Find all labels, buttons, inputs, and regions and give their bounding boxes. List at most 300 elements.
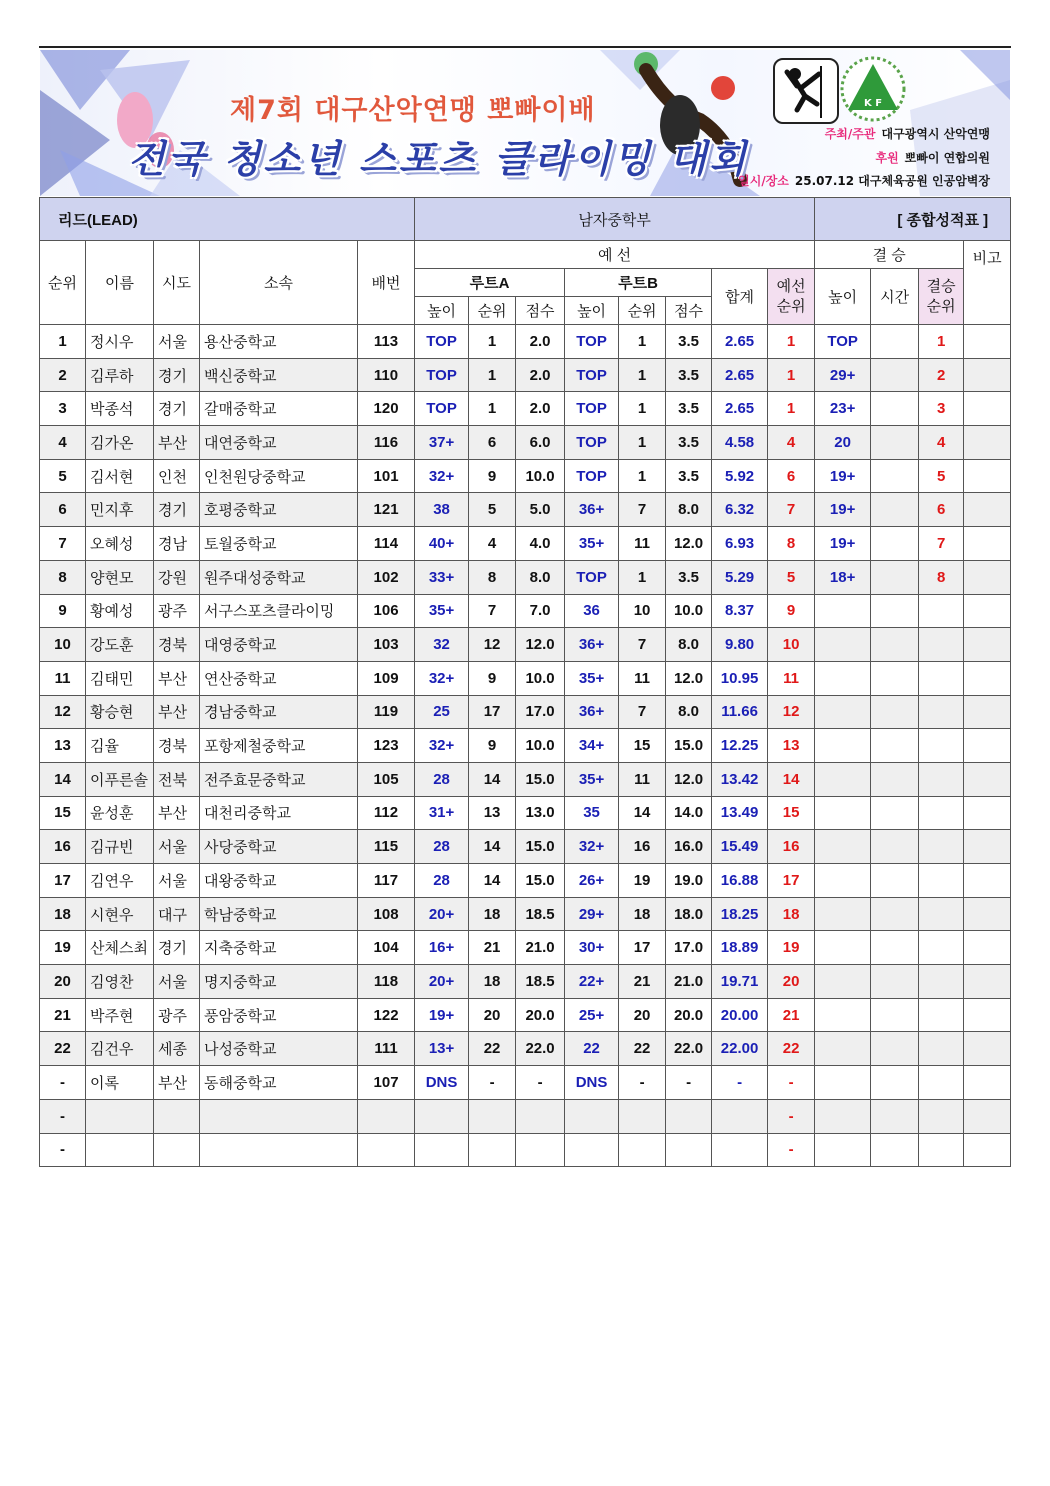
time-cell bbox=[871, 1133, 919, 1167]
route-a-height-cell: 32+ bbox=[415, 459, 469, 493]
name-cell: 박주현 bbox=[86, 998, 154, 1032]
bib-cell: 111 bbox=[358, 1032, 415, 1066]
final-height-cell: 23+ bbox=[815, 392, 871, 426]
table-row bbox=[40, 965, 1011, 999]
name-cell: 오혜성 bbox=[86, 527, 154, 561]
qual-rank-cell: 9 bbox=[768, 594, 815, 628]
time-cell bbox=[871, 864, 919, 898]
total-cell: 20.00 bbox=[712, 998, 768, 1032]
qual-rank-cell: 11 bbox=[768, 661, 815, 695]
header-b-score: 점수 bbox=[666, 297, 712, 325]
time-cell bbox=[871, 729, 919, 763]
route-a-score-cell: 15.0 bbox=[516, 762, 565, 796]
route-b-rank-cell bbox=[619, 1133, 666, 1167]
route-b-score-cell: 8.0 bbox=[666, 628, 712, 662]
final-height-cell bbox=[815, 628, 871, 662]
route-b-score-cell: 14.0 bbox=[666, 796, 712, 830]
route-b-height-cell: 35 bbox=[565, 796, 619, 830]
rank-cell: 6 bbox=[40, 493, 86, 527]
qual-rank-cell: 1 bbox=[768, 358, 815, 392]
route-b-rank-cell: 14 bbox=[619, 796, 666, 830]
time-cell bbox=[871, 459, 919, 493]
city-cell: 전북 bbox=[154, 762, 200, 796]
route-a-rank-cell bbox=[469, 1133, 516, 1167]
table-row bbox=[40, 897, 1011, 931]
time-cell bbox=[871, 695, 919, 729]
date-label: 일시/장소 bbox=[738, 174, 789, 188]
table-row bbox=[40, 459, 1011, 493]
note-cell bbox=[964, 493, 1011, 527]
header-note: 비고 bbox=[964, 241, 1011, 325]
table-row bbox=[40, 628, 1011, 662]
route-a-rank-cell: 9 bbox=[469, 459, 516, 493]
route-a-score-cell: 18.5 bbox=[516, 965, 565, 999]
rank-cell: 2 bbox=[40, 358, 86, 392]
name-cell: 김루하 bbox=[86, 358, 154, 392]
rank-cell: 13 bbox=[40, 729, 86, 763]
school-cell: 호평중학교 bbox=[200, 493, 358, 527]
route-a-score-cell: 10.0 bbox=[516, 661, 565, 695]
route-a-height-cell: 37+ bbox=[415, 426, 469, 460]
route-b-score-cell: 10.0 bbox=[666, 594, 712, 628]
route-b-height-cell: TOP bbox=[565, 459, 619, 493]
route-b-score-cell: 19.0 bbox=[666, 864, 712, 898]
route-b-rank-cell: 7 bbox=[619, 493, 666, 527]
bib-cell: 122 bbox=[358, 998, 415, 1032]
route-a-rank-cell: 21 bbox=[469, 931, 516, 965]
total-cell: 2.65 bbox=[712, 325, 768, 359]
header-bib: 배번 bbox=[358, 241, 415, 325]
final-height-cell bbox=[815, 1133, 871, 1167]
final-rank-cell bbox=[919, 931, 964, 965]
note-cell bbox=[964, 1032, 1011, 1066]
route-b-height-cell: 36+ bbox=[565, 493, 619, 527]
city-cell bbox=[154, 1099, 200, 1133]
bib-cell: 121 bbox=[358, 493, 415, 527]
total-cell: 13.42 bbox=[712, 762, 768, 796]
total-cell: 18.25 bbox=[712, 897, 768, 931]
route-a-height-cell: TOP bbox=[415, 358, 469, 392]
table-row bbox=[40, 426, 1011, 460]
rank-cell: - bbox=[40, 1099, 86, 1133]
header-row-1 bbox=[40, 241, 1011, 269]
final-height-cell: 19+ bbox=[815, 527, 871, 561]
final-rank-cell: 4 bbox=[919, 426, 964, 460]
final-height-cell bbox=[815, 931, 871, 965]
total-cell: 11.66 bbox=[712, 695, 768, 729]
bib-cell: 120 bbox=[358, 392, 415, 426]
route-b-height-cell: DNS bbox=[565, 1066, 619, 1100]
banner-title-line2: 전국 청소년 스포츠 클라이밍 대회 bbox=[128, 137, 749, 181]
total-cell: 13.49 bbox=[712, 796, 768, 830]
qual-rank-cell: 13 bbox=[768, 729, 815, 763]
route-b-rank-cell: 10 bbox=[619, 594, 666, 628]
final-height-cell bbox=[815, 729, 871, 763]
bib-cell: 117 bbox=[358, 864, 415, 898]
route-a-score-cell: 2.0 bbox=[516, 325, 565, 359]
name-cell: 김태민 bbox=[86, 661, 154, 695]
time-cell bbox=[871, 796, 919, 830]
final-height-cell: 29+ bbox=[815, 358, 871, 392]
route-a-rank-cell: 14 bbox=[469, 762, 516, 796]
rank-cell: 1 bbox=[40, 325, 86, 359]
route-a-score-cell: 12.0 bbox=[516, 628, 565, 662]
climber-logo bbox=[773, 58, 839, 124]
route-b-height-cell: 30+ bbox=[565, 931, 619, 965]
name-cell: 시현우 bbox=[86, 897, 154, 931]
qual-rank-cell: - bbox=[768, 1133, 815, 1167]
route-a-score-cell bbox=[516, 1099, 565, 1133]
route-a-score-cell: 15.0 bbox=[516, 830, 565, 864]
route-a-rank-cell: 20 bbox=[469, 998, 516, 1032]
final-height-cell bbox=[815, 897, 871, 931]
bib-cell: 103 bbox=[358, 628, 415, 662]
bib-cell: 115 bbox=[358, 830, 415, 864]
city-cell: 서울 bbox=[154, 965, 200, 999]
note-cell bbox=[964, 459, 1011, 493]
qual-rank-cell: 1 bbox=[768, 325, 815, 359]
rank-cell: 22 bbox=[40, 1032, 86, 1066]
total-cell: 10.95 bbox=[712, 661, 768, 695]
final-height-cell bbox=[815, 762, 871, 796]
time-cell bbox=[871, 1032, 919, 1066]
name-cell: 양현모 bbox=[86, 560, 154, 594]
bib-cell: 107 bbox=[358, 1066, 415, 1100]
city-cell: 부산 bbox=[154, 796, 200, 830]
bib-cell: 119 bbox=[358, 695, 415, 729]
final-rank-cell: 7 bbox=[919, 527, 964, 561]
qual-rank-cell: - bbox=[768, 1066, 815, 1100]
route-b-score-cell bbox=[666, 1133, 712, 1167]
final-rank-cell bbox=[919, 729, 964, 763]
note-cell bbox=[964, 325, 1011, 359]
qual-rank-cell: 1 bbox=[768, 392, 815, 426]
route-a-score-cell: 5.0 bbox=[516, 493, 565, 527]
route-a-height-cell bbox=[415, 1099, 469, 1133]
sponsor-info bbox=[875, 149, 990, 166]
route-a-score-cell: 2.0 bbox=[516, 392, 565, 426]
route-b-rank-cell: - bbox=[619, 1066, 666, 1100]
rank-cell: - bbox=[40, 1133, 86, 1167]
total-cell: 22.00 bbox=[712, 1032, 768, 1066]
bib-cell: 106 bbox=[358, 594, 415, 628]
table-row bbox=[40, 931, 1011, 965]
city-cell: 경기 bbox=[154, 358, 200, 392]
route-a-rank-cell: 9 bbox=[469, 661, 516, 695]
rank-cell: 7 bbox=[40, 527, 86, 561]
route-b-rank-cell: 1 bbox=[619, 459, 666, 493]
route-a-score-cell: 20.0 bbox=[516, 998, 565, 1032]
time-cell bbox=[871, 931, 919, 965]
bib-cell: 102 bbox=[358, 560, 415, 594]
route-b-score-cell: 20.0 bbox=[666, 998, 712, 1032]
division-name: 남자중학부 bbox=[415, 198, 815, 241]
name-cell: 김영찬 bbox=[86, 965, 154, 999]
top-rule bbox=[39, 46, 1011, 48]
school-cell: 갈매중학교 bbox=[200, 392, 358, 426]
route-a-score-cell: 2.0 bbox=[516, 358, 565, 392]
school-cell: 연산중학교 bbox=[200, 661, 358, 695]
route-b-score-cell: - bbox=[666, 1066, 712, 1100]
bib-cell: 116 bbox=[358, 426, 415, 460]
rank-cell: 12 bbox=[40, 695, 86, 729]
route-a-rank-cell: 8 bbox=[469, 560, 516, 594]
note-cell bbox=[964, 695, 1011, 729]
final-height-cell bbox=[815, 594, 871, 628]
final-rank-cell bbox=[919, 830, 964, 864]
route-b-score-cell: 3.5 bbox=[666, 325, 712, 359]
qual-rank-cell: 15 bbox=[768, 796, 815, 830]
qual-rank-cell: 20 bbox=[768, 965, 815, 999]
qual-rank-cell: 18 bbox=[768, 897, 815, 931]
header-route-b: 루트B bbox=[565, 269, 712, 297]
sponsor-label: 후원 bbox=[875, 151, 899, 165]
route-a-rank-cell: 12 bbox=[469, 628, 516, 662]
city-cell: 부산 bbox=[154, 661, 200, 695]
final-height-cell bbox=[815, 998, 871, 1032]
final-height-cell bbox=[815, 796, 871, 830]
total-cell: 2.65 bbox=[712, 392, 768, 426]
total-cell: 9.80 bbox=[712, 628, 768, 662]
route-b-height-cell: 29+ bbox=[565, 897, 619, 931]
final-height-cell bbox=[815, 695, 871, 729]
final-rank-cell bbox=[919, 1032, 964, 1066]
route-b-score-cell: 15.0 bbox=[666, 729, 712, 763]
city-cell: 경기 bbox=[154, 493, 200, 527]
qual-rank-cell: 17 bbox=[768, 864, 815, 898]
qual-rank-cell: 21 bbox=[768, 998, 815, 1032]
table-row bbox=[40, 864, 1011, 898]
final-rank-cell: 6 bbox=[919, 493, 964, 527]
final-rank-cell bbox=[919, 897, 964, 931]
note-cell bbox=[964, 392, 1011, 426]
kf-logo-icon bbox=[840, 56, 906, 122]
table-row bbox=[40, 762, 1011, 796]
city-cell: 부산 bbox=[154, 695, 200, 729]
final-height-cell: 19+ bbox=[815, 493, 871, 527]
city-cell: 서울 bbox=[154, 864, 200, 898]
time-cell bbox=[871, 965, 919, 999]
route-a-height-cell: 33+ bbox=[415, 560, 469, 594]
final-height-cell bbox=[815, 1099, 871, 1133]
school-cell: 서구스포츠클라이밍 bbox=[200, 594, 358, 628]
bib-cell: 101 bbox=[358, 459, 415, 493]
route-a-rank-cell: 4 bbox=[469, 527, 516, 561]
note-cell bbox=[964, 965, 1011, 999]
note-cell bbox=[964, 426, 1011, 460]
table-row bbox=[40, 1032, 1011, 1066]
city-cell: 대구 bbox=[154, 897, 200, 931]
route-b-height-cell: 35+ bbox=[565, 661, 619, 695]
rank-cell: 3 bbox=[40, 392, 86, 426]
note-cell bbox=[964, 560, 1011, 594]
city-cell: 세종 bbox=[154, 1032, 200, 1066]
route-b-height-cell: TOP bbox=[565, 392, 619, 426]
table-row bbox=[40, 358, 1011, 392]
route-a-score-cell: - bbox=[516, 1066, 565, 1100]
rank-cell: 19 bbox=[40, 931, 86, 965]
route-a-height-cell: TOP bbox=[415, 392, 469, 426]
route-b-score-cell bbox=[666, 1099, 712, 1133]
route-b-height-cell: 25+ bbox=[565, 998, 619, 1032]
total-cell: 8.37 bbox=[712, 594, 768, 628]
time-cell bbox=[871, 897, 919, 931]
table-row bbox=[40, 594, 1011, 628]
name-cell: 김가온 bbox=[86, 426, 154, 460]
note-cell bbox=[964, 661, 1011, 695]
banner-title-line1: 제7회 대구산악연맹 뽀빠이배 bbox=[230, 95, 596, 126]
note-cell bbox=[964, 1133, 1011, 1167]
school-cell: 나성중학교 bbox=[200, 1032, 358, 1066]
city-cell: 서울 bbox=[154, 325, 200, 359]
total-cell: 16.88 bbox=[712, 864, 768, 898]
final-rank-cell: 8 bbox=[919, 560, 964, 594]
date-value: 25.07.12 대구체육공원 인공암벽장 bbox=[794, 174, 990, 188]
climber-icon bbox=[775, 60, 837, 122]
route-b-height-cell: 36+ bbox=[565, 628, 619, 662]
final-height-cell bbox=[815, 661, 871, 695]
qual-rank-cell: 22 bbox=[768, 1032, 815, 1066]
route-b-height-cell: TOP bbox=[565, 358, 619, 392]
bib-cell: 108 bbox=[358, 897, 415, 931]
bib-cell: 109 bbox=[358, 661, 415, 695]
route-a-score-cell: 8.0 bbox=[516, 560, 565, 594]
route-b-height-cell: 22 bbox=[565, 1032, 619, 1066]
time-cell bbox=[871, 527, 919, 561]
note-cell bbox=[964, 897, 1011, 931]
header-time: 시간 bbox=[871, 269, 919, 325]
name-cell: 윤성훈 bbox=[86, 796, 154, 830]
route-b-rank-cell: 1 bbox=[619, 325, 666, 359]
school-cell: 대왕중학교 bbox=[200, 864, 358, 898]
final-rank-cell bbox=[919, 695, 964, 729]
route-b-height-cell: TOP bbox=[565, 325, 619, 359]
route-b-score-cell: 17.0 bbox=[666, 931, 712, 965]
route-b-rank-cell: 1 bbox=[619, 392, 666, 426]
route-b-rank-cell: 1 bbox=[619, 560, 666, 594]
time-cell bbox=[871, 392, 919, 426]
route-a-rank-cell: 6 bbox=[469, 426, 516, 460]
header-route-a: 루트A bbox=[415, 269, 565, 297]
qual-rank-cell: 8 bbox=[768, 527, 815, 561]
name-cell: 김건우 bbox=[86, 1032, 154, 1066]
route-a-height-cell: 28 bbox=[415, 762, 469, 796]
header-a-height: 높이 bbox=[415, 297, 469, 325]
final-height-cell: 19+ bbox=[815, 459, 871, 493]
school-cell bbox=[200, 1099, 358, 1133]
qual-rank-cell: 12 bbox=[768, 695, 815, 729]
name-cell: 김서현 bbox=[86, 459, 154, 493]
route-b-rank-cell: 15 bbox=[619, 729, 666, 763]
route-a-rank-cell bbox=[469, 1099, 516, 1133]
route-a-score-cell: 22.0 bbox=[516, 1032, 565, 1066]
route-a-score-cell bbox=[516, 1133, 565, 1167]
route-b-score-cell: 12.0 bbox=[666, 762, 712, 796]
time-cell bbox=[871, 661, 919, 695]
total-cell: 5.92 bbox=[712, 459, 768, 493]
route-a-height-cell: TOP bbox=[415, 325, 469, 359]
header-school: 소속 bbox=[200, 241, 358, 325]
route-a-height-cell: 16+ bbox=[415, 931, 469, 965]
route-b-score-cell: 18.0 bbox=[666, 897, 712, 931]
school-cell bbox=[200, 1133, 358, 1167]
bib-cell: 118 bbox=[358, 965, 415, 999]
final-rank-cell bbox=[919, 1133, 964, 1167]
route-a-height-cell: 25 bbox=[415, 695, 469, 729]
table-row bbox=[40, 493, 1011, 527]
route-b-score-cell: 22.0 bbox=[666, 1032, 712, 1066]
school-cell: 토월중학교 bbox=[200, 527, 358, 561]
route-b-height-cell: 35+ bbox=[565, 762, 619, 796]
total-cell: 12.25 bbox=[712, 729, 768, 763]
time-cell bbox=[871, 628, 919, 662]
note-cell bbox=[964, 527, 1011, 561]
rank-cell: 18 bbox=[40, 897, 86, 931]
bib-cell: 113 bbox=[358, 325, 415, 359]
route-a-score-cell: 4.0 bbox=[516, 527, 565, 561]
route-a-score-cell: 10.0 bbox=[516, 459, 565, 493]
qual-rank-cell: 10 bbox=[768, 628, 815, 662]
table-row bbox=[40, 1133, 1011, 1167]
school-cell: 전주효문중학교 bbox=[200, 762, 358, 796]
route-a-height-cell: 19+ bbox=[415, 998, 469, 1032]
school-cell: 풍암중학교 bbox=[200, 998, 358, 1032]
school-cell: 경남중학교 bbox=[200, 695, 358, 729]
route-b-height-cell: 35+ bbox=[565, 527, 619, 561]
route-a-height-cell: 31+ bbox=[415, 796, 469, 830]
route-a-score-cell: 18.5 bbox=[516, 897, 565, 931]
final-rank-cell: 3 bbox=[919, 392, 964, 426]
results-table bbox=[39, 197, 1011, 1167]
route-b-height-cell: TOP bbox=[565, 560, 619, 594]
school-cell: 사당중학교 bbox=[200, 830, 358, 864]
route-b-score-cell: 3.5 bbox=[666, 560, 712, 594]
kf-letters: K F bbox=[863, 98, 883, 109]
name-cell: 정시우 bbox=[86, 325, 154, 359]
rank-cell: 4 bbox=[40, 426, 86, 460]
city-cell: 강원 bbox=[154, 560, 200, 594]
school-cell: 용산중학교 bbox=[200, 325, 358, 359]
route-b-score-cell: 21.0 bbox=[666, 965, 712, 999]
note-cell bbox=[964, 998, 1011, 1032]
time-cell bbox=[871, 998, 919, 1032]
date-info bbox=[738, 172, 990, 189]
route-b-rank-cell: 11 bbox=[619, 527, 666, 561]
route-b-rank-cell: 11 bbox=[619, 661, 666, 695]
route-b-rank-cell: 17 bbox=[619, 931, 666, 965]
final-rank-cell bbox=[919, 594, 964, 628]
school-cell: 백신중학교 bbox=[200, 358, 358, 392]
rank-cell: 5 bbox=[40, 459, 86, 493]
route-b-rank-cell: 18 bbox=[619, 897, 666, 931]
total-cell: 5.29 bbox=[712, 560, 768, 594]
sponsor-value: 뽀빠이 연합의원 bbox=[904, 151, 990, 165]
bib-cell: 105 bbox=[358, 762, 415, 796]
city-cell bbox=[154, 1133, 200, 1167]
time-cell bbox=[871, 325, 919, 359]
final-rank-cell bbox=[919, 1066, 964, 1100]
note-cell bbox=[964, 830, 1011, 864]
final-rank-cell bbox=[919, 762, 964, 796]
name-cell: 민지후 bbox=[86, 493, 154, 527]
name-cell: 황예성 bbox=[86, 594, 154, 628]
name-cell: 강도훈 bbox=[86, 628, 154, 662]
header-rank: 순위 bbox=[40, 241, 86, 325]
host-label: 주최/주관 bbox=[824, 127, 876, 141]
rank-cell: 21 bbox=[40, 998, 86, 1032]
final-rank-cell bbox=[919, 1099, 964, 1133]
route-a-height-cell: 32+ bbox=[415, 661, 469, 695]
